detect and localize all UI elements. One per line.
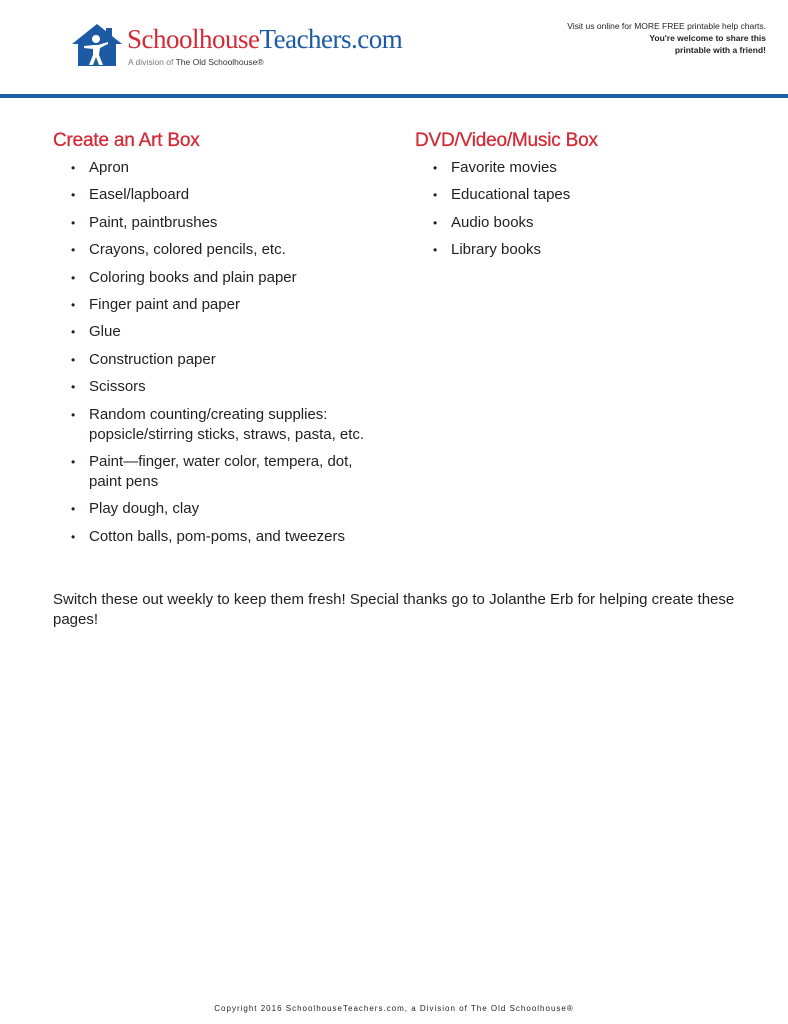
- list-item: [53, 185, 383, 205]
- list-item: [415, 213, 755, 233]
- bullet-icon: •: [433, 188, 438, 203]
- schoolhouse-logo-icon: [70, 22, 124, 68]
- list-item-text: Glue: [89, 323, 121, 341]
- list-item-text: Library books: [451, 241, 542, 259]
- bullet-icon: •: [433, 243, 438, 258]
- bullet-icon: •: [71, 502, 76, 517]
- list-item-text: Educational tapes: [451, 186, 571, 204]
- logo-name-part2: Teachers.com: [259, 24, 403, 54]
- list-item-text: Play dough, clay: [89, 500, 200, 518]
- page-header: [0, 0, 788, 100]
- logo-wordmark: [127, 24, 402, 55]
- list-item: [53, 527, 383, 547]
- promo-line-2: You're welcome to share this: [649, 33, 766, 43]
- list-item-text: Cotton balls, pom-poms, and tweezers: [89, 527, 345, 545]
- bullet-icon: •: [71, 188, 76, 203]
- promo-text: [466, 20, 766, 56]
- copyright-footer: Copyright 2016 SchoolhouseTeachers.com, a Division of The Old Schoolhouse®: [214, 1004, 574, 1013]
- logo-name-part1: Schoolhouse: [127, 24, 260, 54]
- list-item-text: Favorite movies: [451, 159, 557, 176]
- logo-subtitle: [128, 57, 264, 67]
- bullet-icon: •: [71, 161, 76, 175]
- list-item: [53, 322, 383, 342]
- bullet-icon: •: [433, 161, 438, 175]
- art-box-section: [53, 130, 383, 554]
- header-divider: [0, 94, 788, 98]
- list-item: [53, 377, 383, 397]
- closing-note: Switch these out weekly to keep them fresh! Special thanks go to Jolanthe Erb for helping create these pages!: [53, 591, 735, 628]
- promo-line-1: Visit us online for MORE FREE printable help charts.: [567, 21, 766, 31]
- dvd-box-title: DVD/Video/Music Box: [415, 130, 598, 151]
- list-item-text: Scissors: [89, 378, 146, 396]
- list-item-text: Crayons, colored pencils, etc.: [89, 241, 286, 259]
- list-item-text: Audio books: [451, 213, 534, 231]
- art-box-list: [53, 158, 383, 547]
- list-item-text: Coloring books and plain paper: [89, 268, 297, 286]
- list-item-text: Paint, paintbrushes: [89, 213, 218, 231]
- bullet-icon: •: [71, 454, 76, 469]
- bullet-icon: •: [71, 380, 76, 395]
- list-item-text: Random counting/creating supplies: popsicle/stirring sticks, straws, pasta, etc.: [89, 405, 365, 443]
- bullet-icon: •: [71, 270, 76, 285]
- list-item: [415, 185, 755, 205]
- list-item: [53, 350, 383, 370]
- list-item: [415, 240, 755, 260]
- list-item: [53, 268, 383, 288]
- bullet-icon: •: [71, 243, 76, 258]
- promo-line-3: printable with a friend!: [674, 45, 766, 55]
- list-item-text: Apron: [89, 159, 130, 176]
- logo-subtitle-prefix: A division of: [128, 57, 174, 67]
- bullet-icon: •: [71, 407, 76, 422]
- list-item: [53, 405, 383, 445]
- dvd-box-list: [415, 158, 755, 260]
- list-item: [415, 158, 755, 178]
- list-item-text: Finger paint and paper: [89, 295, 240, 313]
- art-box-title: Create an Art Box: [53, 130, 200, 151]
- list-item-text: Easel/lapboard: [89, 186, 190, 204]
- list-item: [53, 295, 383, 315]
- list-item: [53, 499, 383, 519]
- bullet-icon: •: [71, 529, 76, 544]
- bullet-icon: •: [71, 352, 76, 367]
- bullet-icon: •: [71, 325, 76, 340]
- list-item: [53, 213, 383, 233]
- site-logo[interactable]: [70, 22, 430, 72]
- list-item: [53, 452, 383, 492]
- dvd-video-music-box-section: [415, 130, 755, 268]
- list-item: [53, 240, 383, 260]
- bullet-icon: •: [433, 215, 438, 230]
- list-item-text: Construction paper: [89, 350, 216, 368]
- list-item: [53, 158, 383, 178]
- bullet-icon: •: [71, 215, 76, 230]
- bullet-icon: •: [71, 297, 76, 312]
- list-item-text: Paint—finger, water color, tempera, dot, paint pens: [89, 452, 353, 490]
- logo-subtitle-brand: The Old Schoolhouse®: [175, 57, 264, 67]
